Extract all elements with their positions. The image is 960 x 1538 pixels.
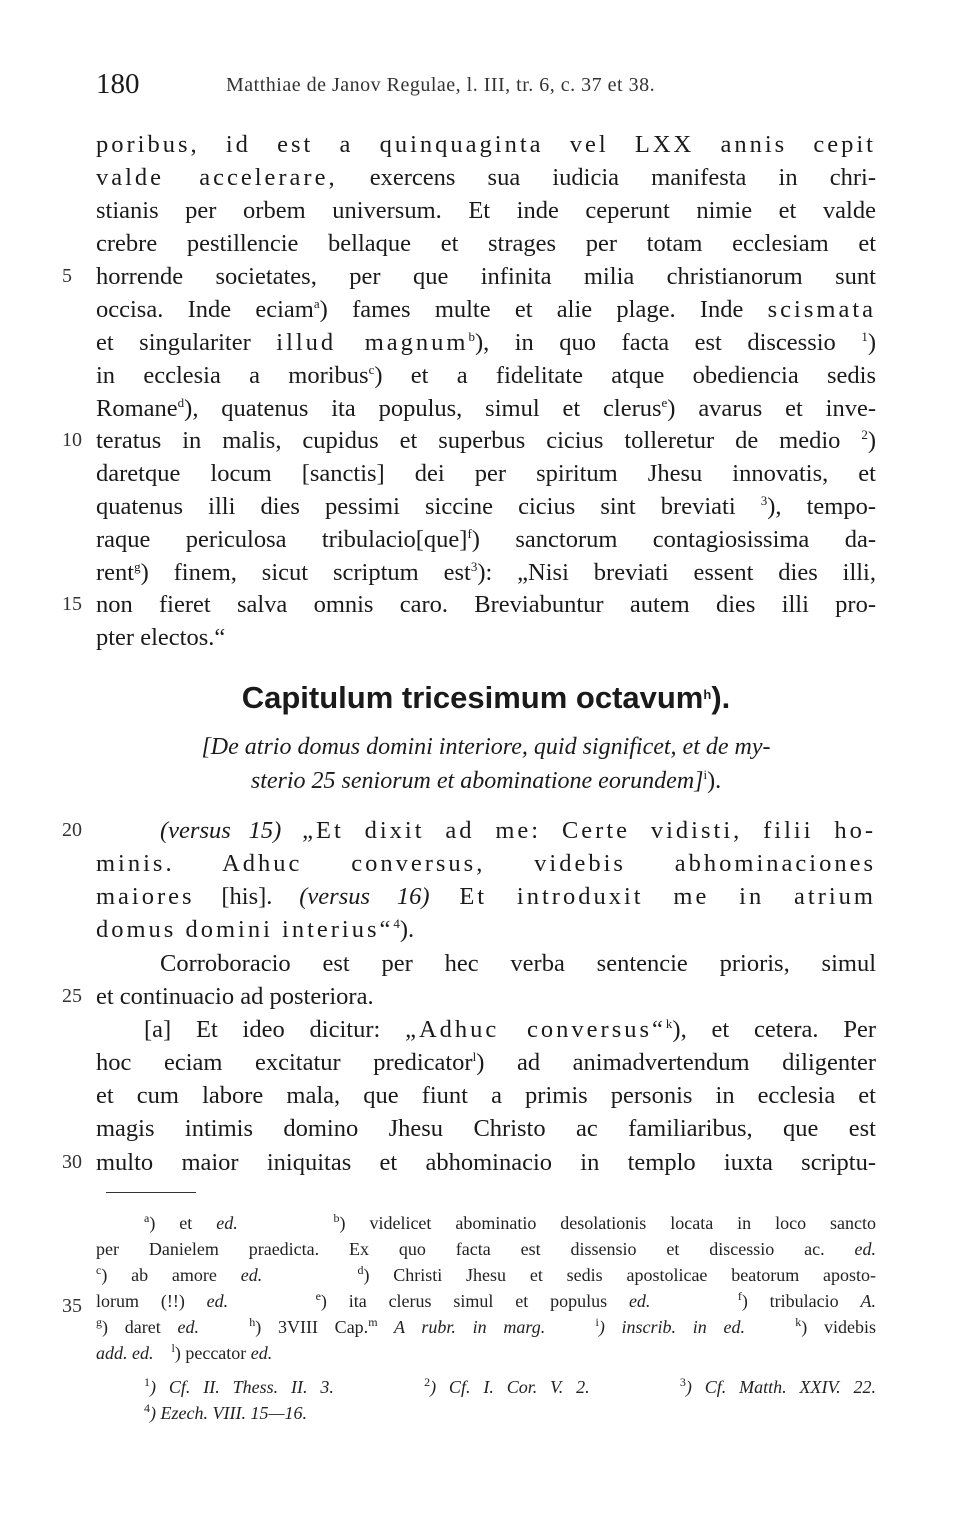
line-number: 25 bbox=[62, 985, 82, 1007]
footnote-line: add. ed. $^l$) peccator ed. bbox=[96, 1341, 273, 1363]
text-line: teratus in malis, cupidus et superbus cicius tolleretur de medio $^2$) bbox=[96, 427, 876, 454]
text-line: multo maior iniquitas et abhominacio in templo iuxta scriptu- bbox=[96, 1149, 876, 1176]
chapter-subtitle: sterio 25 seniorum et abominatione eorundem]$^i$). bbox=[250, 767, 722, 794]
line-number: 10 bbox=[62, 429, 82, 451]
footnote-line: $^c$) ab amore ed. $^d$) Christi Jhesu et sedis apostolicae beatorum aposto- bbox=[96, 1263, 876, 1285]
text-line: raque periculosa tribulacio[que]$^f$) sanctorum contagiosissima da- bbox=[96, 526, 876, 553]
text-line: [a] Et ideo dicitur: „Adhuc conversus“$^k$), et cetera. Per bbox=[144, 1016, 876, 1043]
text-line: occisa. Inde eciam$^a$) fames multe et alie plage. Inde scismata bbox=[96, 296, 876, 323]
text-line: maiores [his]. (versus 16) Et introduxit me in atrium bbox=[96, 883, 876, 910]
text-line: hoc eciam excitatur predicator$^l$) ad animadvertendum diligenter bbox=[96, 1049, 876, 1076]
line-number: 35 bbox=[62, 1295, 82, 1317]
text-line: stianis per orbem universum. Et inde ceperunt nimie et valde bbox=[96, 197, 876, 224]
text-line: minis. Adhuc conversus, videbis abhominaciones bbox=[96, 850, 876, 877]
text-line: crebre pestillencie bellaque et strages per totam ecclesiam et bbox=[96, 230, 876, 257]
text-line: domus domini interius“$^4$). bbox=[96, 916, 415, 943]
reference-line: $^4$) Ezech. VIII. 15—16. bbox=[144, 1401, 307, 1423]
text-line: Corroboracio est per hec verba sentencie prioris, simul bbox=[160, 950, 876, 977]
page-header bbox=[96, 68, 876, 108]
text-line: non fieret salva omnis caro. Breviabuntur autem dies illi pro- bbox=[96, 591, 876, 618]
footnote-line: lorum (!!) ed. $^e$) ita clerus simul et populus ed. $^f$) tribulacio A. bbox=[96, 1289, 876, 1311]
text-line: et singulariter illud magnum$^b$), in quo facta est discessio $^1$) bbox=[96, 329, 876, 356]
text-line: et continuacio ad posteriora. bbox=[96, 983, 374, 1010]
footnote-rule bbox=[106, 1192, 196, 1193]
footnote-line: per Danielem praedicta. Ex quo facta est dissensio et discessio ac. ed. bbox=[96, 1239, 876, 1259]
text-line: et cum labore mala, que fiunt a primis personis in ecclesia et bbox=[96, 1082, 876, 1109]
line-number: 15 bbox=[62, 593, 82, 615]
footnote-line: $^a$) et ed. $^b$) videlicet abominatio desolationis locata in loco sancto bbox=[144, 1211, 876, 1233]
line-number: 5 bbox=[62, 265, 72, 287]
chapter-title: Capitulum tricesimum octavum$^h$). bbox=[241, 680, 731, 715]
reference-line: $^1$) Cf. II. Thess. II. 3. $^2$) Cf. I. Cor. V. 2. $^3$) Cf. Matth. XXIV. 22. bbox=[144, 1375, 876, 1397]
page-number: 180 bbox=[96, 68, 140, 100]
text-line: horrende societates, per que infinita milia christianorum sunt bbox=[96, 263, 876, 290]
text-line: (versus 15) „Et dixit ad me: Certe vidisti, filii ho- bbox=[160, 817, 876, 844]
running-title: Matthiae de Janov Regulae, l. III, tr. 6, c. 37 et 38. bbox=[226, 74, 656, 96]
text-line: pter electos.“ bbox=[96, 624, 226, 651]
text-line: valde accelerare, exercens sua iudicia manifesta in chri- bbox=[96, 164, 876, 191]
text-line: quatenus illi dies pessimi siccine cicius sint breviati $^3$), tempo- bbox=[96, 493, 876, 520]
chapter-subtitle: [De atrio domus domini interiore, quid significet, et de my- bbox=[201, 734, 771, 760]
text-line: poribus, id est a quinquaginta vel LXX annis cepit bbox=[96, 131, 876, 158]
text-line: rent$^g$) finem, sicut scriptum est$^3$): „Nisi breviati essent dies illi, bbox=[96, 559, 876, 586]
footnote-line: $^g$) daret ed. $^h$) 3VIII Cap.$^m$ A rubr. in marg. $^i$) inscrib. in ed. $^k$) videbis bbox=[96, 1315, 876, 1337]
line-number: 30 bbox=[62, 1151, 82, 1173]
text-line: Romane$^d$), quatenus ita populus, simul et clerus$^e$) avarus et inve- bbox=[96, 395, 876, 422]
text-line: magis intimis domino Jhesu Christo ac familiaribus, que est bbox=[96, 1115, 876, 1142]
text-line: in ecclesia a moribus$^c$) et a fidelitate atque obediencia sedis bbox=[96, 362, 876, 389]
line-number: 20 bbox=[62, 819, 82, 841]
text-line: daretque locum [sanctis] dei per spiritum Jhesu innovatis, et bbox=[96, 460, 876, 487]
